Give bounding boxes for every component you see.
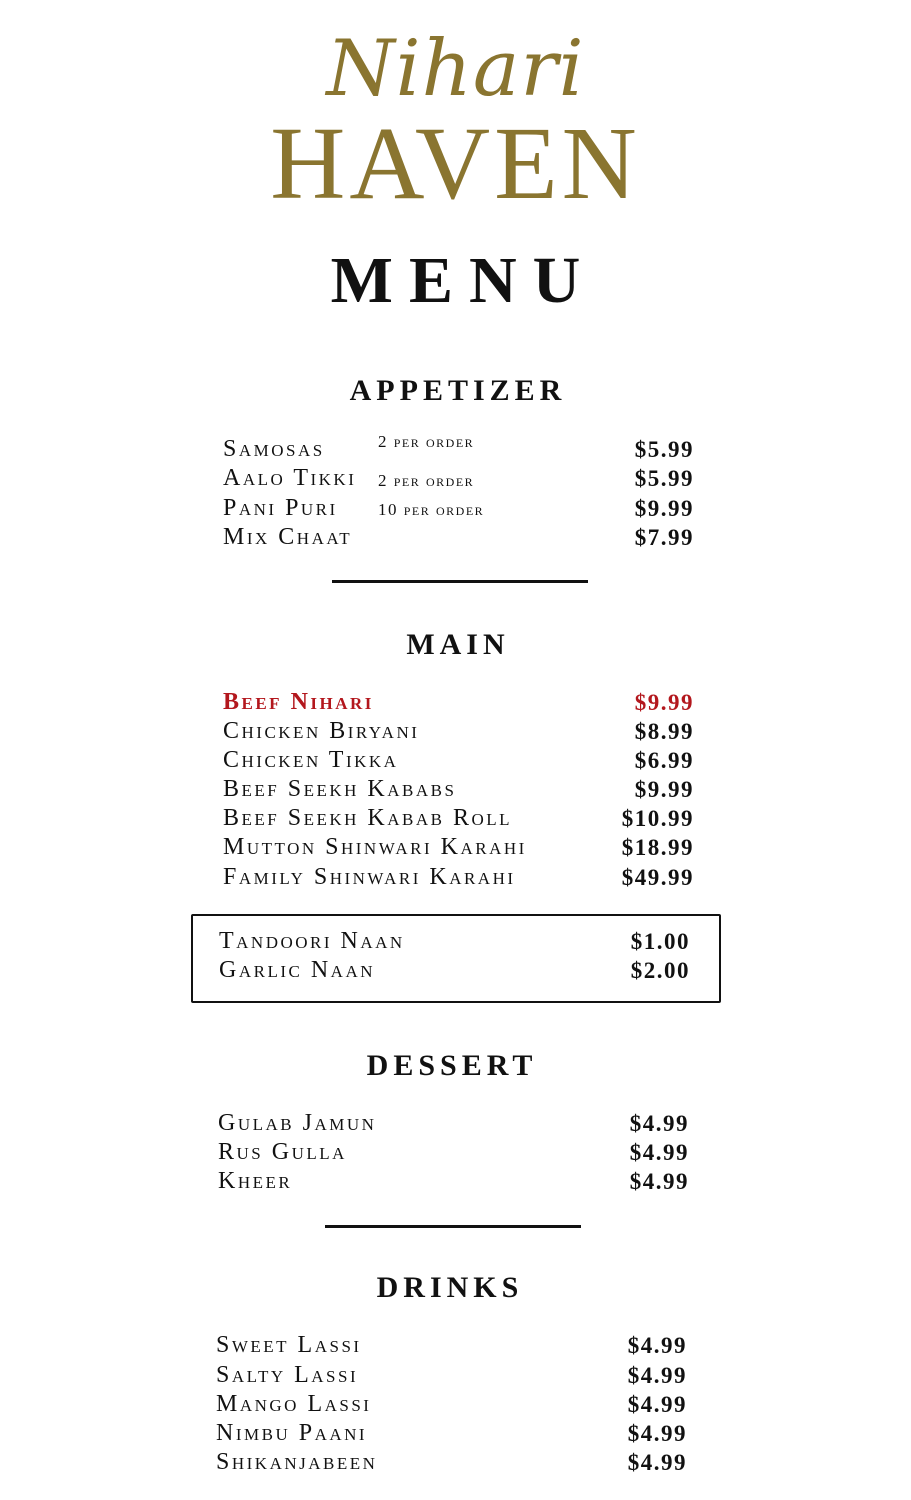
section-divider bbox=[332, 580, 588, 583]
main-item-name: Chicken Biryani bbox=[223, 718, 420, 744]
appetizer-item-price: $5.99 bbox=[634, 466, 694, 491]
naan-item-price: $1.00 bbox=[630, 929, 690, 954]
appetizer-item-note: 2 per order bbox=[378, 432, 475, 451]
main-item-price: $49.99 bbox=[621, 865, 694, 890]
main-item-name: Chicken Tikka bbox=[223, 747, 399, 773]
appetizer-item-name: Samosas bbox=[223, 436, 325, 462]
drinks-item-name: Mango Lassi bbox=[216, 1391, 372, 1417]
menu-title: MENU bbox=[330, 244, 597, 317]
main-item-price: $9.99 bbox=[634, 777, 694, 802]
logo-script-text: Nihari bbox=[326, 24, 585, 114]
drinks-item-price: $4.99 bbox=[627, 1450, 687, 1475]
dessert-item-name: Rus Gulla bbox=[218, 1139, 347, 1165]
appetizer-item-price: $7.99 bbox=[634, 525, 694, 550]
main-item-name: Beef Seekh Kababs bbox=[223, 776, 457, 802]
appetizer-item-price: $5.99 bbox=[634, 437, 694, 462]
appetizer-section-title: APPETIZER bbox=[349, 374, 567, 407]
dessert-item-price: $4.99 bbox=[629, 1111, 689, 1136]
naan-item-name: Garlic Naan bbox=[219, 957, 375, 983]
logo-main-text: HAVEN bbox=[270, 106, 641, 221]
drinks-item-price: $4.99 bbox=[627, 1421, 687, 1446]
section-divider bbox=[325, 1225, 581, 1228]
appetizer-item-name: Mix Chaat bbox=[223, 524, 353, 550]
naan-item-price: $2.00 bbox=[630, 958, 690, 983]
appetizer-item-name: Pani Puri bbox=[223, 495, 338, 521]
dessert-item-price: $4.99 bbox=[629, 1169, 689, 1194]
main-item-name-featured: Beef Nihari bbox=[223, 689, 374, 715]
main-item-price: $8.99 bbox=[634, 719, 694, 744]
drinks-item-name: Salty Lassi bbox=[216, 1362, 359, 1388]
appetizer-item-note: 10 per order bbox=[378, 500, 485, 519]
main-item-name: Mutton Shinwari Karahi bbox=[223, 834, 527, 860]
drinks-section-title: DRINKS bbox=[376, 1271, 524, 1304]
drinks-item-price: $4.99 bbox=[627, 1363, 687, 1388]
drinks-item-name: Shikanjabeen bbox=[216, 1449, 378, 1475]
main-item-price: $18.99 bbox=[621, 835, 694, 860]
main-item-price: $6.99 bbox=[634, 748, 694, 773]
drinks-item-price: $4.99 bbox=[627, 1333, 687, 1358]
dessert-item-name: Kheer bbox=[218, 1168, 293, 1194]
main-item-price: $10.99 bbox=[621, 806, 694, 831]
dessert-section-title: DESSERT bbox=[366, 1049, 538, 1082]
main-item-name: Beef Seekh Kabab Roll bbox=[223, 805, 513, 831]
main-item-name: Family Shinwari Karahi bbox=[223, 864, 516, 890]
naan-item-name: Tandoori Naan bbox=[219, 928, 405, 954]
drinks-item-name: Nimbu Paani bbox=[216, 1420, 368, 1446]
main-section-title: MAIN bbox=[406, 628, 510, 661]
drinks-item-price: $4.99 bbox=[627, 1392, 687, 1417]
appetizer-item-price: $9.99 bbox=[634, 496, 694, 521]
appetizer-item-name: Aalo Tikki bbox=[223, 465, 357, 491]
main-item-price-featured: $9.99 bbox=[634, 690, 694, 715]
dessert-item-price: $4.99 bbox=[629, 1140, 689, 1165]
appetizer-item-note: 2 per order bbox=[378, 471, 475, 490]
drinks-item-name: Sweet Lassi bbox=[216, 1332, 362, 1358]
dessert-item-name: Gulab Jamun bbox=[218, 1110, 377, 1136]
